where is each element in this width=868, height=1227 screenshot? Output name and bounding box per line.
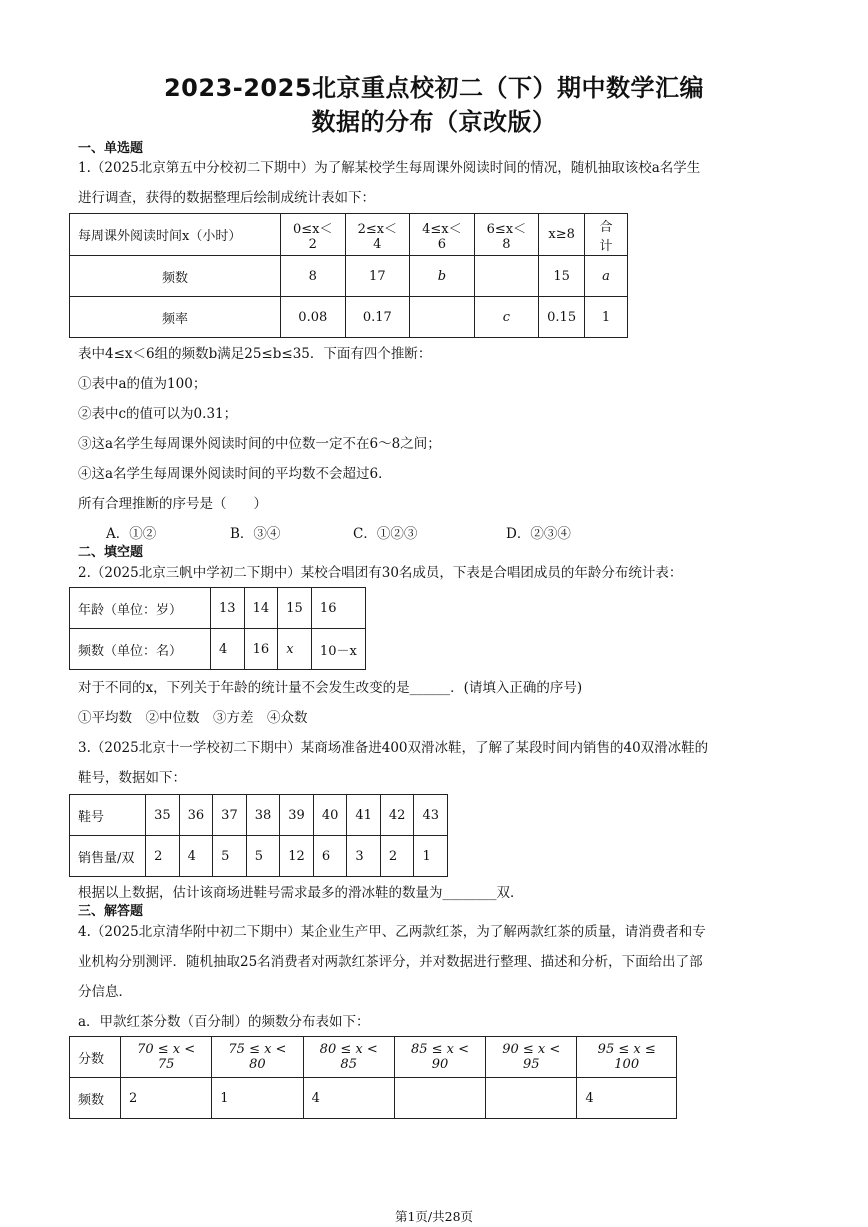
q2-intro: 2.（2025北京三帆中学初二下期中）某校合唱团有30名成员，下表是合唱团成员的年龄分布统计表：	[78, 565, 683, 581]
table-cell: 43	[414, 795, 448, 836]
table-cell: 75 ≤ x < 80	[212, 1037, 303, 1078]
table-cell: 频数	[70, 1078, 121, 1119]
table-cell: 2	[380, 836, 414, 877]
section-heading-single-choice: 一、单选题	[78, 141, 144, 156]
table-cell	[394, 1078, 485, 1119]
table-cell: 2≤x＜4	[345, 214, 410, 256]
q4-intro-line2: 业机构分别测评．随机抽取25名消费者对两款红茶评分，并对数据进行整理、描述和分析，下面给出了部	[78, 954, 703, 970]
q1-options	[106, 522, 571, 542]
q2-choices: ①平均数 ②中位数 ③方差 ④众数	[78, 710, 308, 726]
table-cell: 频数（单位：名）	[70, 629, 211, 670]
table-cell: 3	[347, 836, 381, 877]
table-cell: 频率	[70, 297, 281, 338]
table-cell: 0.08	[281, 297, 346, 338]
table-cell: c	[474, 297, 539, 338]
table-cell: 4	[179, 836, 213, 877]
table-cell: 42	[380, 795, 414, 836]
table-cell: 年龄（单位：岁）	[70, 588, 211, 629]
table-cell: 14	[244, 588, 278, 629]
table-cell: 每周课外阅读时间x（小时）	[70, 214, 281, 256]
q3-table-sales-row	[70, 836, 448, 877]
page-footer: 第1页/共28页	[394, 1209, 474, 1224]
table-cell: 1	[212, 1078, 303, 1119]
table-cell: 15	[278, 588, 312, 629]
table-cell	[486, 1078, 577, 1119]
q1-table-freq-row	[70, 256, 628, 297]
table-cell: 合计	[585, 214, 628, 256]
table-cell: 16	[311, 588, 365, 629]
table-cell: 4	[577, 1078, 677, 1119]
table-cell: 40	[313, 795, 347, 836]
table-cell: 38	[246, 795, 280, 836]
table-cell: x≥8	[539, 214, 585, 256]
q3-ask: 根据以上数据，估计该商场进鞋号需求最多的滑冰鞋的数量为________双．	[78, 885, 524, 901]
q4-table	[69, 1036, 677, 1119]
table-cell: 8	[281, 256, 346, 297]
q2-ask: 对于不同的x，下列关于年龄的统计量不会发生改变的是______．(请填入正确的序号)	[78, 680, 583, 696]
table-cell: 0≤x＜2	[281, 214, 346, 256]
table-cell: 35	[146, 795, 180, 836]
q1-statement-3: ③这a名学生每周课外阅读时间的中位数一定不在6～8之间；	[78, 436, 441, 452]
table-cell: 0.17	[345, 297, 410, 338]
table-cell: a	[585, 256, 628, 297]
q1-intro-line2: 进行调查，获得的数据整理后绘制成统计表如下：	[78, 190, 375, 206]
q1-statement-1: ①表中a的值为100；	[78, 376, 207, 392]
section-heading-fill-blank: 二、填空题	[78, 545, 144, 560]
q1-note: 表中4≤x＜6组的频数b满足25≤b≤35．下面有四个推断：	[78, 346, 432, 362]
table-cell: 1	[414, 836, 448, 877]
table-cell: 36	[179, 795, 213, 836]
table-cell: 15	[539, 256, 585, 297]
table-cell	[410, 297, 475, 338]
table-cell: 鞋号	[70, 795, 146, 836]
table-cell: 4	[211, 629, 245, 670]
q2-table-age-row	[70, 588, 366, 629]
table-cell: 12	[280, 836, 314, 877]
table-cell: 2	[146, 836, 180, 877]
option-d[interactable]: D．②③④	[506, 526, 571, 542]
table-cell: 39	[280, 795, 314, 836]
table-cell: 90 ≤ x < 95	[486, 1037, 577, 1078]
option-c[interactable]: C．①②③	[353, 526, 418, 542]
table-cell: x	[278, 629, 312, 670]
table-cell: 4	[303, 1078, 394, 1119]
q4-intro-line3: 分信息．	[78, 984, 132, 1000]
q2-table-freq-row	[70, 629, 366, 670]
table-cell: 85 ≤ x < 90	[394, 1037, 485, 1078]
table-cell: 4≤x＜6	[410, 214, 475, 256]
q1-table-header-row	[70, 214, 628, 256]
table-cell: 6	[313, 836, 347, 877]
q1-statement-4: ④这a名学生每周课外阅读时间的平均数不会超过6．	[78, 466, 392, 482]
table-cell: 13	[211, 588, 245, 629]
doc-title-line2: 数据的分布（京改版）	[311, 108, 557, 136]
table-cell: 80 ≤ x < 85	[303, 1037, 394, 1078]
table-cell	[474, 256, 539, 297]
table-cell: 5	[246, 836, 280, 877]
q3-intro-line1: 3.（2025北京十一学校初二下期中）某商场准备进400双滑冰鞋，了解了某段时间内销售的40双滑冰鞋的	[78, 740, 709, 756]
q4-table-score-row	[70, 1037, 677, 1078]
table-cell: 95 ≤ x ≤ 100	[577, 1037, 677, 1078]
table-cell: 70 ≤ x < 75	[121, 1037, 212, 1078]
q1-table-rate-row	[70, 297, 628, 338]
q3-intro-line2: 鞋号，数据如下：	[78, 770, 186, 786]
q2-table	[69, 587, 366, 670]
table-cell: 1	[585, 297, 628, 338]
table-cell: b	[410, 256, 475, 297]
table-cell: 0.15	[539, 297, 585, 338]
q1-table	[69, 213, 628, 338]
table-cell: 频数	[70, 256, 281, 297]
table-cell: 10－x	[311, 629, 365, 670]
q1-ask: 所有合理推断的序号是（ ）	[78, 496, 267, 512]
section-heading-answer: 三、解答题	[78, 904, 144, 919]
q3-table-size-row	[70, 795, 448, 836]
q4-intro-line1: 4.（2025北京清华附中初二下期中）某企业生产甲、乙两款红茶，为了解两款红茶的质量，请消费者和专	[78, 924, 706, 940]
option-b[interactable]: B．③④	[230, 526, 281, 542]
table-cell: 6≤x＜8	[474, 214, 539, 256]
q1-statement-2: ②表中c的值可以为0.31；	[78, 406, 238, 422]
q4-sub-a: a．甲款红茶分数（百分制）的频数分布表如下：	[78, 1014, 370, 1030]
table-cell: 2	[121, 1078, 212, 1119]
table-cell: 销售量/双	[70, 836, 146, 877]
table-cell: 17	[345, 256, 410, 297]
q4-table-freq-row	[70, 1078, 677, 1119]
option-a[interactable]: A．①②	[106, 526, 157, 542]
doc-title-line1: 2023-2025北京重点校初二（下）期中数学汇编	[163, 74, 705, 102]
table-cell: 5	[213, 836, 247, 877]
table-cell: 37	[213, 795, 247, 836]
q3-table	[69, 794, 448, 877]
q1-intro-line1: 1.（2025北京第五中分校初二下期中）为了解某校学生每周课外阅读时间的情况，随机抽取该校a名学生	[78, 160, 701, 176]
table-cell: 41	[347, 795, 381, 836]
table-cell: 16	[244, 629, 278, 670]
table-cell: 分数	[70, 1037, 121, 1078]
